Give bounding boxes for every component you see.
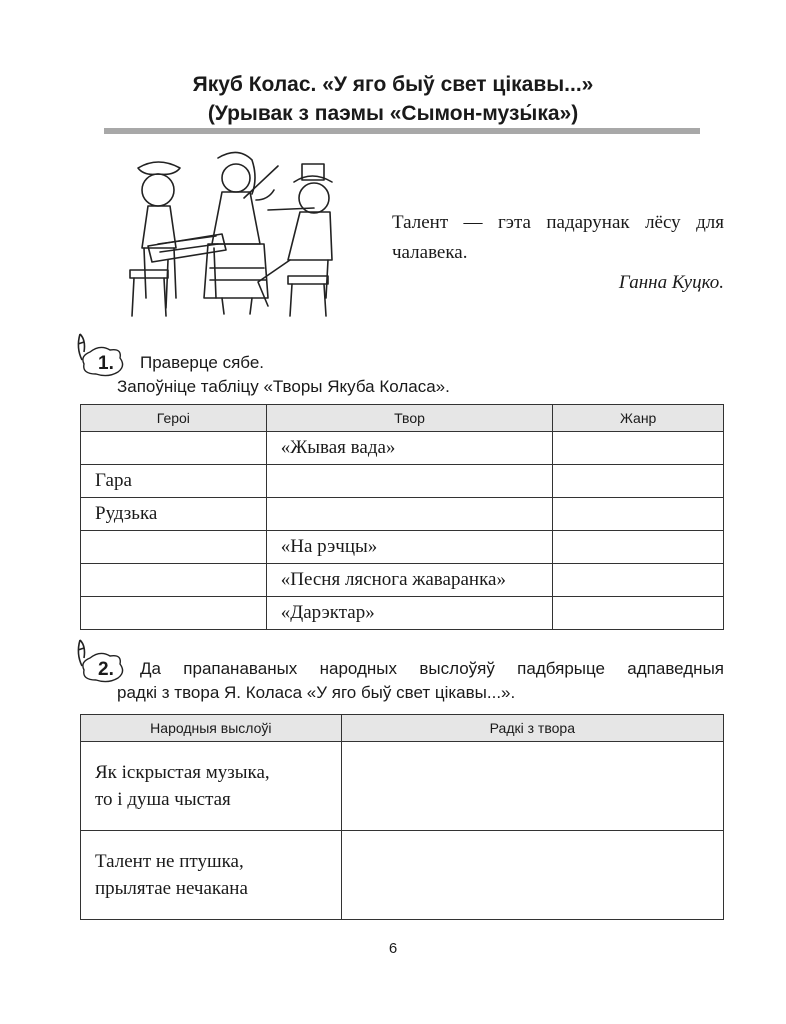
musicians-illustration: [118, 148, 358, 320]
task2-instruction: Да прапанаваных народных выслоўяў падбярыце адпаведныя: [140, 659, 724, 678]
table-cell[interactable]: [553, 465, 724, 498]
saying-line: Як іскрыстая музыка,: [95, 762, 270, 783]
table-row: [81, 597, 724, 630]
chapter-title-line1: Якуб Колас. «У яго быў свет цікавы...»: [192, 73, 594, 96]
table-cell[interactable]: [553, 531, 724, 564]
table-row: [81, 465, 724, 498]
table-cell[interactable]: [266, 465, 553, 498]
table-cell[interactable]: [81, 597, 267, 630]
column-header: Радкі з твора: [341, 715, 723, 742]
table-cell[interactable]: [553, 498, 724, 531]
table-cell[interactable]: [81, 531, 267, 564]
saying-line: прылятае нечакана: [95, 878, 248, 899]
task1-instruction: Праверце сябе.: [140, 353, 265, 372]
task2-number: 2.: [98, 659, 114, 680]
table-cell[interactable]: [81, 432, 267, 465]
table-cell[interactable]: «На рэчцы»: [266, 531, 553, 564]
table-row: [81, 498, 724, 531]
epigraph-author: Ганна Куцко.: [618, 272, 724, 293]
page-number: 6: [388, 940, 398, 957]
title-underline: [104, 128, 700, 134]
table-row: [81, 531, 724, 564]
epigraph: [392, 208, 724, 298]
table-row: [81, 831, 724, 920]
works-table: [80, 404, 724, 630]
table-cell[interactable]: Гара: [81, 465, 267, 498]
table-cell[interactable]: [553, 564, 724, 597]
table-header-row: [81, 405, 724, 432]
table-cell[interactable]: [553, 432, 724, 465]
table-cell[interactable]: Рудзька: [81, 498, 267, 531]
table-cell[interactable]: [81, 564, 267, 597]
task1-number: 1.: [98, 353, 114, 374]
saying-cell: [81, 831, 342, 920]
table-header-row: [81, 715, 724, 742]
saying-line: Талент не птушка,: [95, 851, 244, 872]
table-cell[interactable]: [553, 597, 724, 630]
saying-cell: [81, 742, 342, 831]
table-cell[interactable]: [266, 498, 553, 531]
answer-cell[interactable]: [341, 742, 723, 831]
column-header: Твор: [266, 405, 553, 432]
saying-line: то і душа чыстая: [95, 789, 231, 810]
table-row: [81, 432, 724, 465]
table-cell[interactable]: «Дарэктар»: [266, 597, 553, 630]
column-header: Жанр: [553, 405, 724, 432]
sayings-table: [80, 714, 724, 920]
task1-instruction-2: Запоўніце табліцу «Творы Якуба Коласа».: [117, 377, 450, 396]
chapter-title-line2: (Урывак з паэмы «Сымон-музы́ка»): [207, 102, 579, 125]
table-row: [81, 742, 724, 831]
table-cell[interactable]: «Жывая вада»: [266, 432, 553, 465]
task2-instruction-2: радкі з твора Я. Коласа «У яго быў свет цікавы...».: [117, 683, 516, 702]
table-cell[interactable]: «Песня ляснога жаваранка»: [266, 564, 553, 597]
table-row: [81, 564, 724, 597]
epigraph-quote: Талент — гэта падарунак лёсу для чалавека.: [392, 212, 724, 263]
answer-cell[interactable]: [341, 831, 723, 920]
column-header: Народныя выслоўі: [81, 715, 342, 742]
column-header: Героі: [81, 405, 267, 432]
